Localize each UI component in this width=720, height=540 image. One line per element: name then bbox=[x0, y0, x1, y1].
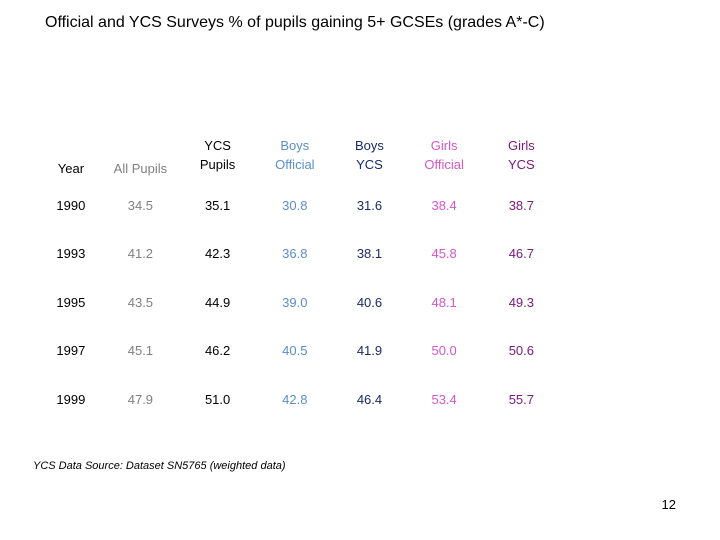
cell-boys-official: 40.5 bbox=[282, 343, 308, 359]
cell-boys-ycs: 31.6 bbox=[356, 197, 383, 213]
cell-girls-ycs: 46.7 bbox=[508, 246, 535, 262]
cell-boys-ycs: 40.6 bbox=[356, 294, 383, 310]
cell-ycs-pupils: 51.0 bbox=[204, 391, 231, 407]
cell-year: 1995 bbox=[56, 294, 86, 310]
table-row bbox=[40, 230, 560, 279]
page-number: 12 bbox=[661, 497, 676, 512]
header-year: Year bbox=[57, 161, 85, 176]
cell-year: 1990 bbox=[56, 197, 86, 213]
cell-boys-ycs: 46.4 bbox=[356, 391, 383, 407]
cell-all-pupils: 34.5 bbox=[127, 197, 154, 213]
cell-ycs-pupils: 46.2 bbox=[204, 343, 231, 359]
cell-girls-official: 50.0 bbox=[431, 343, 457, 359]
table-row bbox=[40, 327, 560, 376]
table-row bbox=[40, 181, 560, 230]
cell-girls-ycs: 50.6 bbox=[508, 343, 535, 359]
cell-ycs-pupils: 35.1 bbox=[204, 197, 231, 213]
cell-boys-ycs: 41.9 bbox=[356, 343, 383, 359]
header-ycs-pupils: YCS Pupils bbox=[199, 137, 236, 172]
cell-girls-ycs: 55.7 bbox=[508, 391, 535, 407]
cell-all-pupils: 41.2 bbox=[127, 246, 154, 262]
cell-girls-official: 38.4 bbox=[431, 197, 457, 213]
header-all-pupils: All Pupils bbox=[113, 161, 168, 176]
cell-boys-official: 36.8 bbox=[282, 246, 308, 262]
cell-boys-official: 39.0 bbox=[282, 294, 308, 310]
slide-title: Official and YCS Surveys % of pupils gaining 5+ GCSEs (grades A*-C) bbox=[45, 14, 545, 31]
header-boys-official: Boys Official bbox=[275, 137, 315, 172]
cell-girls-ycs: 49.3 bbox=[508, 294, 535, 310]
header-boys-ycs: Boys YCS bbox=[355, 137, 384, 172]
cell-girls-official: 53.4 bbox=[431, 391, 457, 407]
cell-year: 1993 bbox=[56, 246, 86, 262]
cell-girls-official: 48.1 bbox=[431, 294, 457, 310]
cell-all-pupils: 43.5 bbox=[127, 294, 154, 310]
cell-girls-ycs: 38.7 bbox=[508, 197, 535, 213]
cell-girls-official: 45.8 bbox=[431, 246, 457, 262]
header-girls-official: Girls Official bbox=[424, 137, 464, 172]
header-girls-ycs: Girls YCS bbox=[508, 137, 535, 172]
gcse-results-table bbox=[40, 128, 560, 424]
cell-all-pupils: 45.1 bbox=[127, 343, 154, 359]
cell-ycs-pupils: 42.3 bbox=[204, 246, 231, 262]
table-row bbox=[40, 278, 560, 327]
table-row bbox=[40, 375, 560, 424]
data-source-note: YCS Data Source: Dataset SN5765 (weighted data) bbox=[33, 460, 286, 472]
cell-ycs-pupils: 44.9 bbox=[204, 294, 231, 310]
cell-all-pupils: 47.9 bbox=[127, 391, 154, 407]
table-header-row bbox=[40, 128, 560, 181]
cell-boys-ycs: 38.1 bbox=[356, 246, 383, 262]
cell-year: 1997 bbox=[56, 343, 86, 359]
cell-boys-official: 30.8 bbox=[282, 197, 308, 213]
cell-year: 1999 bbox=[56, 391, 86, 407]
cell-boys-official: 42.8 bbox=[282, 391, 308, 407]
